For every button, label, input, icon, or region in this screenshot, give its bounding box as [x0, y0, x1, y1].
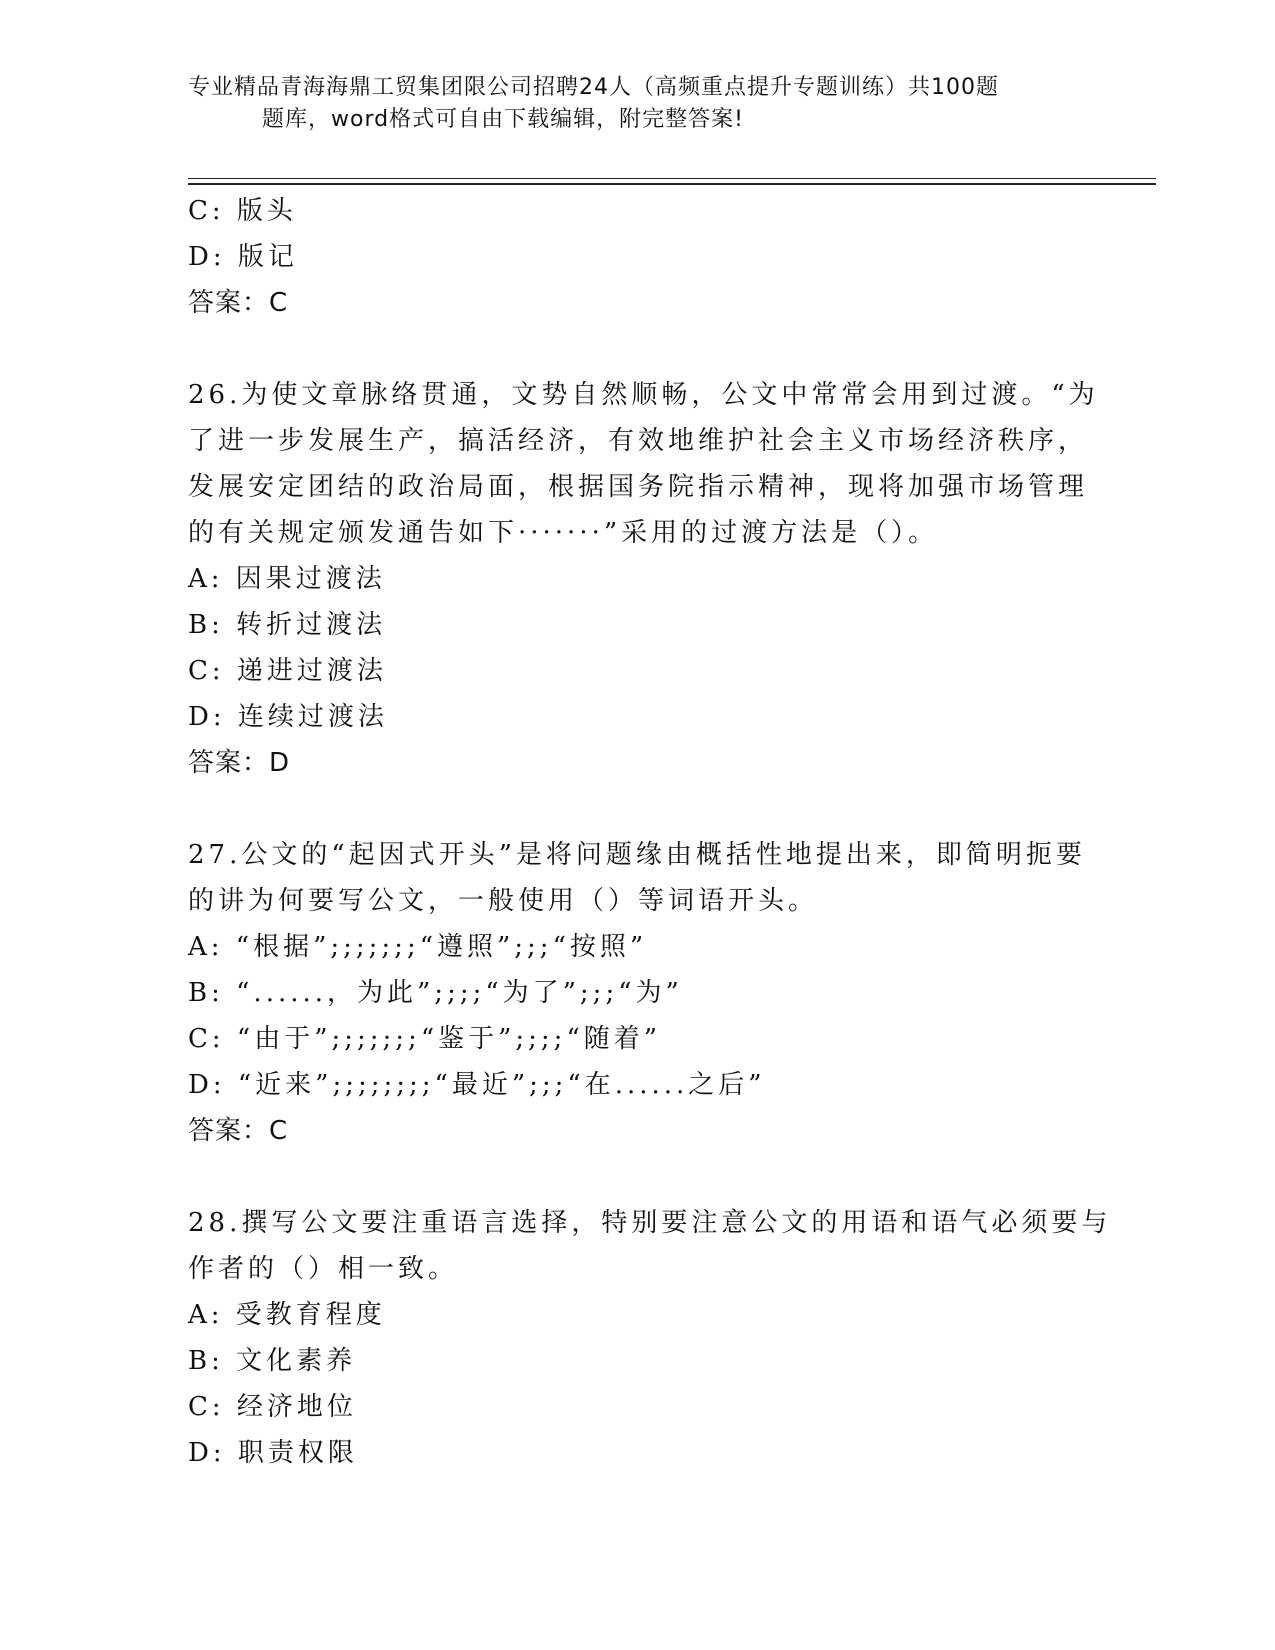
question-text-line: 27.公文的“起因式开头”是将问题缘由概括性地提出来，即简明扼要	[188, 840, 1086, 870]
option-d: D: 连续过渡法	[188, 702, 388, 732]
option-c: C: “由于”;;;;;;;“鉴于”;;;;“随着”	[188, 1024, 662, 1054]
question-27	[188, 832, 1088, 1154]
document-body	[188, 188, 1112, 1476]
option-a: A: “根据”;;;;;;;“遵照”;;;“按照”	[188, 932, 648, 962]
spacer	[188, 326, 1088, 372]
question-text-line: 28.撰写公文要注重语言选择，特别要注意公文的用语和语气必须要与	[188, 1208, 1112, 1238]
option-b: B: 转折过渡法	[188, 610, 387, 640]
option-d: D: 版记	[188, 242, 298, 272]
question-text-line: 发展安定团结的政治局面，根据国务院指示精神，现将加强市场管理	[188, 472, 1089, 502]
option-b: B: “......，为此”;;;;“为了”;;;“为”	[188, 978, 683, 1008]
answer-line: 答案：C	[188, 1116, 289, 1146]
option-b: B: 文化素养	[188, 1346, 357, 1376]
option-d: D: “近来”;;;;;;;;“最近”;;;“在......之后”	[188, 1070, 766, 1100]
option-a: A: 因果过渡法	[188, 564, 386, 594]
question-text-line: 了进一步发展生产，搞活经济，有效地维护社会主义市场经济秩序，	[188, 426, 1089, 456]
question-text-line: 26.为使文章脉络贯通，文势自然顺畅，公文中常常会用到过渡。“为	[188, 380, 1099, 410]
option-c: C: 递进过渡法	[188, 656, 387, 686]
answer-line: 答案：D	[188, 748, 291, 778]
question-text-line: 作者的（）相一致。	[188, 1254, 459, 1284]
header-rule-thick	[188, 183, 1156, 185]
question-26	[188, 372, 1099, 786]
question-text-line: 的有关规定颁发通告如下·······”采用的过渡方法是（）。	[188, 518, 939, 548]
spacer	[188, 786, 1088, 832]
option-a: A: 受教育程度	[188, 1300, 386, 1330]
question-28	[188, 1200, 1112, 1476]
header-title-line1: 专业精品青海海鼎工贸集团限公司招聘24人（高频重点提升专题训练）共100题	[188, 75, 999, 100]
question-text-line: 的讲为何要写公文，一般使用（）等词语开头。	[188, 886, 819, 916]
header-rule-thin	[188, 178, 1156, 179]
page-header	[188, 72, 1088, 136]
spacer	[188, 1154, 1088, 1200]
option-c: C: 版头	[188, 196, 297, 226]
option-d: D: 职责权限	[188, 1438, 358, 1468]
option-c: C: 经济地位	[188, 1392, 357, 1422]
answer-line: 答案：C	[188, 288, 289, 318]
header-title-line2: 题库，word格式可自由下载编辑，附完整答案!	[262, 107, 744, 132]
